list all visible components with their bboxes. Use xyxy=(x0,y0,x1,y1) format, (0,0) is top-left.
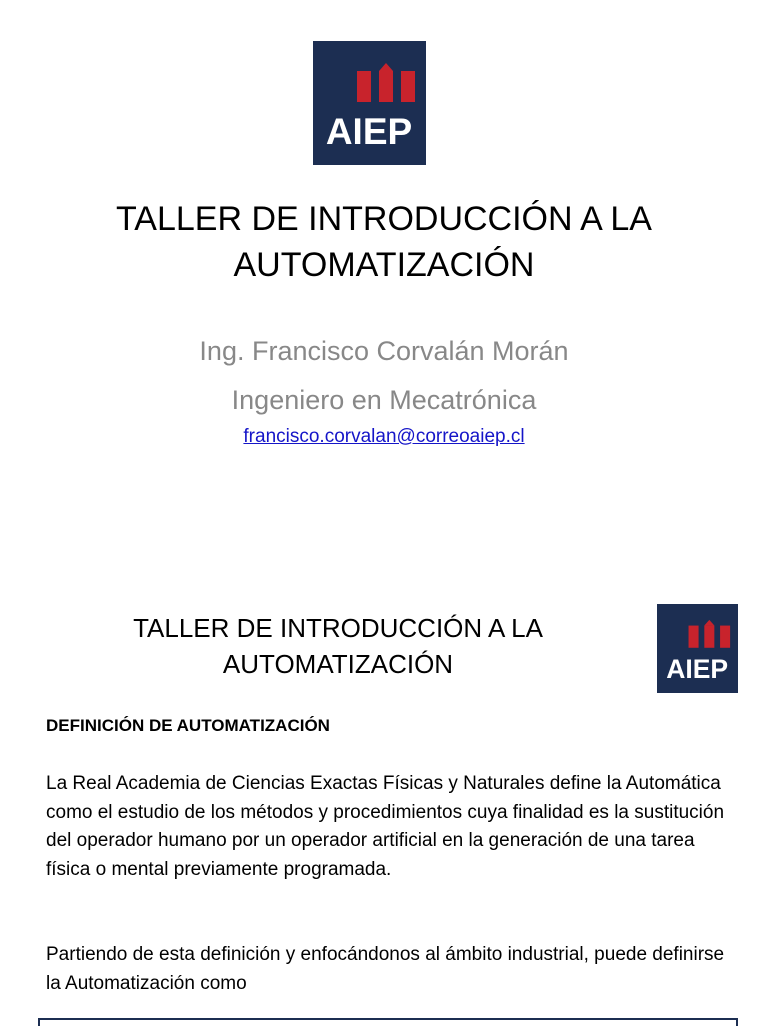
aiep-logo xyxy=(313,41,426,165)
logo-text: AIEP xyxy=(325,111,413,152)
industrial-paragraph: Partiendo de esta definición y enfocándonos al ámbito industrial, puede definirse la Automatización como xyxy=(46,944,725,994)
section-heading: DEFINICIÓN DE AUTOMATIZACIÓN xyxy=(46,716,330,735)
email-link[interactable]: francisco.corvalan@correoaiep.cl xyxy=(243,426,525,447)
email-container xyxy=(0,424,768,450)
logo-small-text: AIEP xyxy=(666,653,729,684)
definition-paragraph: La Real Academia de Ciencias Exactas Físicas y Naturales define la Automática como el estudio de los métodos y procedimientos cuya finalidad es la sustitución del operador humano por un operador artificial en la generación de una tarea física o mental previamente programada. xyxy=(46,773,725,880)
aiep-logo-small xyxy=(657,604,738,693)
text-box-border xyxy=(38,1018,738,1026)
presentation-title: TALLER DE INTRODUCCIÓN A LA AUTOMATIZACIÓN xyxy=(116,200,652,284)
author-name: Ing. Francisco Corvalán Morán xyxy=(199,336,569,366)
author-role: Ingeniero en Mecatrónica xyxy=(231,385,537,415)
slide-2-title: TALLER DE INTRODUCCIÓN A LA AUTOMATIZACIÓN xyxy=(133,613,543,679)
aiep-logo-small-icon xyxy=(657,604,738,693)
aiep-logo-icon xyxy=(313,41,426,165)
